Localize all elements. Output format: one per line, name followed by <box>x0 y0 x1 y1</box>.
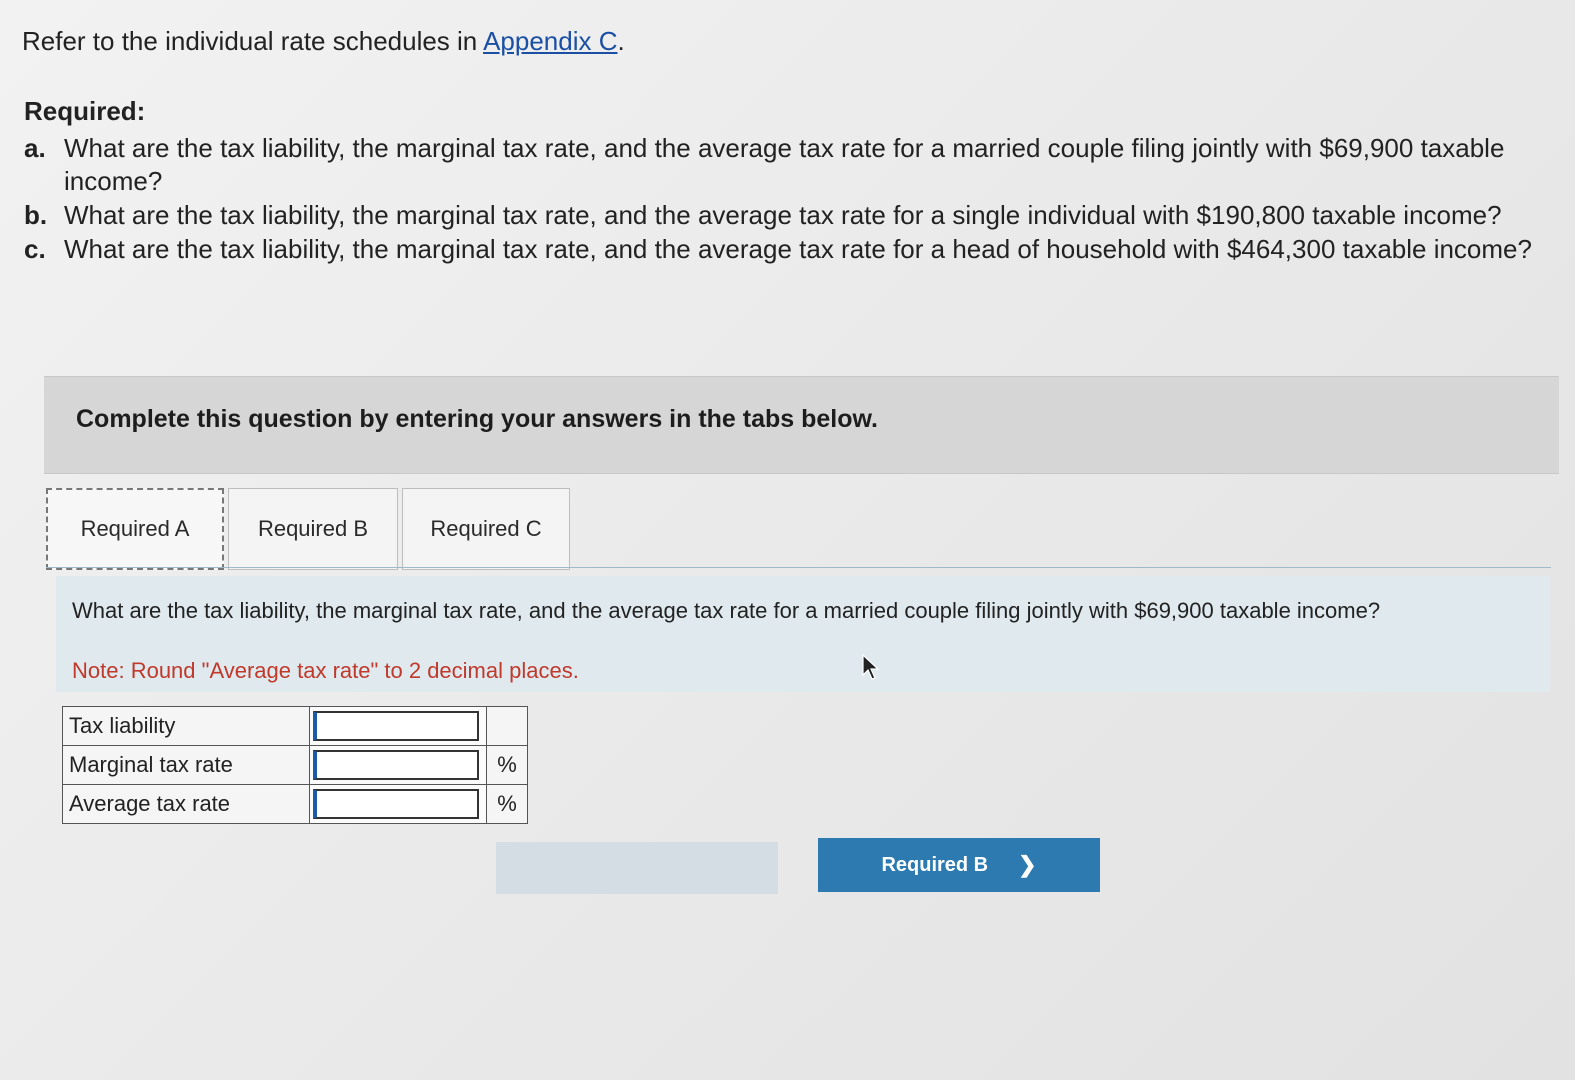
panel-question: What are the tax liability, the marginal tax rate, and the average tax rate for a married couple filing jointly with $69,900 taxable income? <box>72 598 1381 623</box>
answer-table <box>62 706 528 824</box>
tax-liability-input[interactable] <box>313 711 479 741</box>
requirement-item <box>24 199 1559 232</box>
tab-required-c[interactable]: Required C <box>402 488 570 570</box>
requirement-letter: a. <box>24 133 46 163</box>
tax-liability-label: Tax liability <box>63 707 310 746</box>
percent-unit: % <box>487 785 528 824</box>
requirement-item <box>24 233 1559 266</box>
question-box <box>56 576 1550 692</box>
tab-required-a[interactable]: Required A <box>46 488 224 570</box>
previous-tab-button <box>496 842 778 894</box>
average-tax-rate-input[interactable] <box>313 789 479 819</box>
marginal-tax-rate-label: Marginal tax rate <box>63 746 310 785</box>
tab-panel <box>46 567 1551 830</box>
tax-liability-cell <box>310 707 487 746</box>
marginal-tax-rate-input[interactable] <box>313 750 479 780</box>
average-tax-rate-cell <box>310 785 487 824</box>
intro-text <box>22 26 625 57</box>
table-row <box>63 707 528 746</box>
next-tab-label: Required B <box>881 853 989 876</box>
appendix-c-link[interactable]: Appendix C <box>483 26 618 56</box>
requirement-text: What are the tax liability, the marginal tax rate, and the average tax rate for a married couple filing jointly with $69,900 taxable income? <box>64 133 1505 196</box>
required-heading: Required: <box>24 96 146 126</box>
requirement-letter: c. <box>24 234 46 264</box>
table-row <box>63 746 528 785</box>
mouse-cursor-icon <box>862 654 880 680</box>
next-tab-button[interactable] <box>818 838 1100 892</box>
intro-suffix: . <box>617 26 625 56</box>
instruction-bar <box>44 376 1559 474</box>
chevron-right-icon: ❯ <box>1018 852 1037 877</box>
instruction-text: Complete this question by entering your answers in the tabs below. <box>76 405 878 433</box>
requirement-text: What are the tax liability, the marginal tax rate, and the average tax rate for a single individual with $190,800 taxable income? <box>64 200 1502 230</box>
intro-prefix: Refer to the individual rate schedules in <box>22 26 484 56</box>
requirements-list <box>24 132 1559 267</box>
percent-unit: % <box>487 746 528 785</box>
tab-required-b[interactable]: Required B <box>228 488 398 570</box>
requirement-letter: b. <box>24 200 48 230</box>
requirement-text: What are the tax liability, the marginal tax rate, and the average tax rate for a head of household with $464,300 taxable income? <box>64 234 1532 264</box>
tab-bar <box>46 488 574 572</box>
table-row <box>63 785 528 824</box>
tax-liability-unit <box>487 707 528 746</box>
marginal-tax-rate-cell <box>310 746 487 785</box>
rounding-note: Note: Round "Average tax rate" to 2 decimal places. <box>72 658 579 683</box>
average-tax-rate-label: Average tax rate <box>63 785 310 824</box>
requirement-item <box>24 132 1559 198</box>
